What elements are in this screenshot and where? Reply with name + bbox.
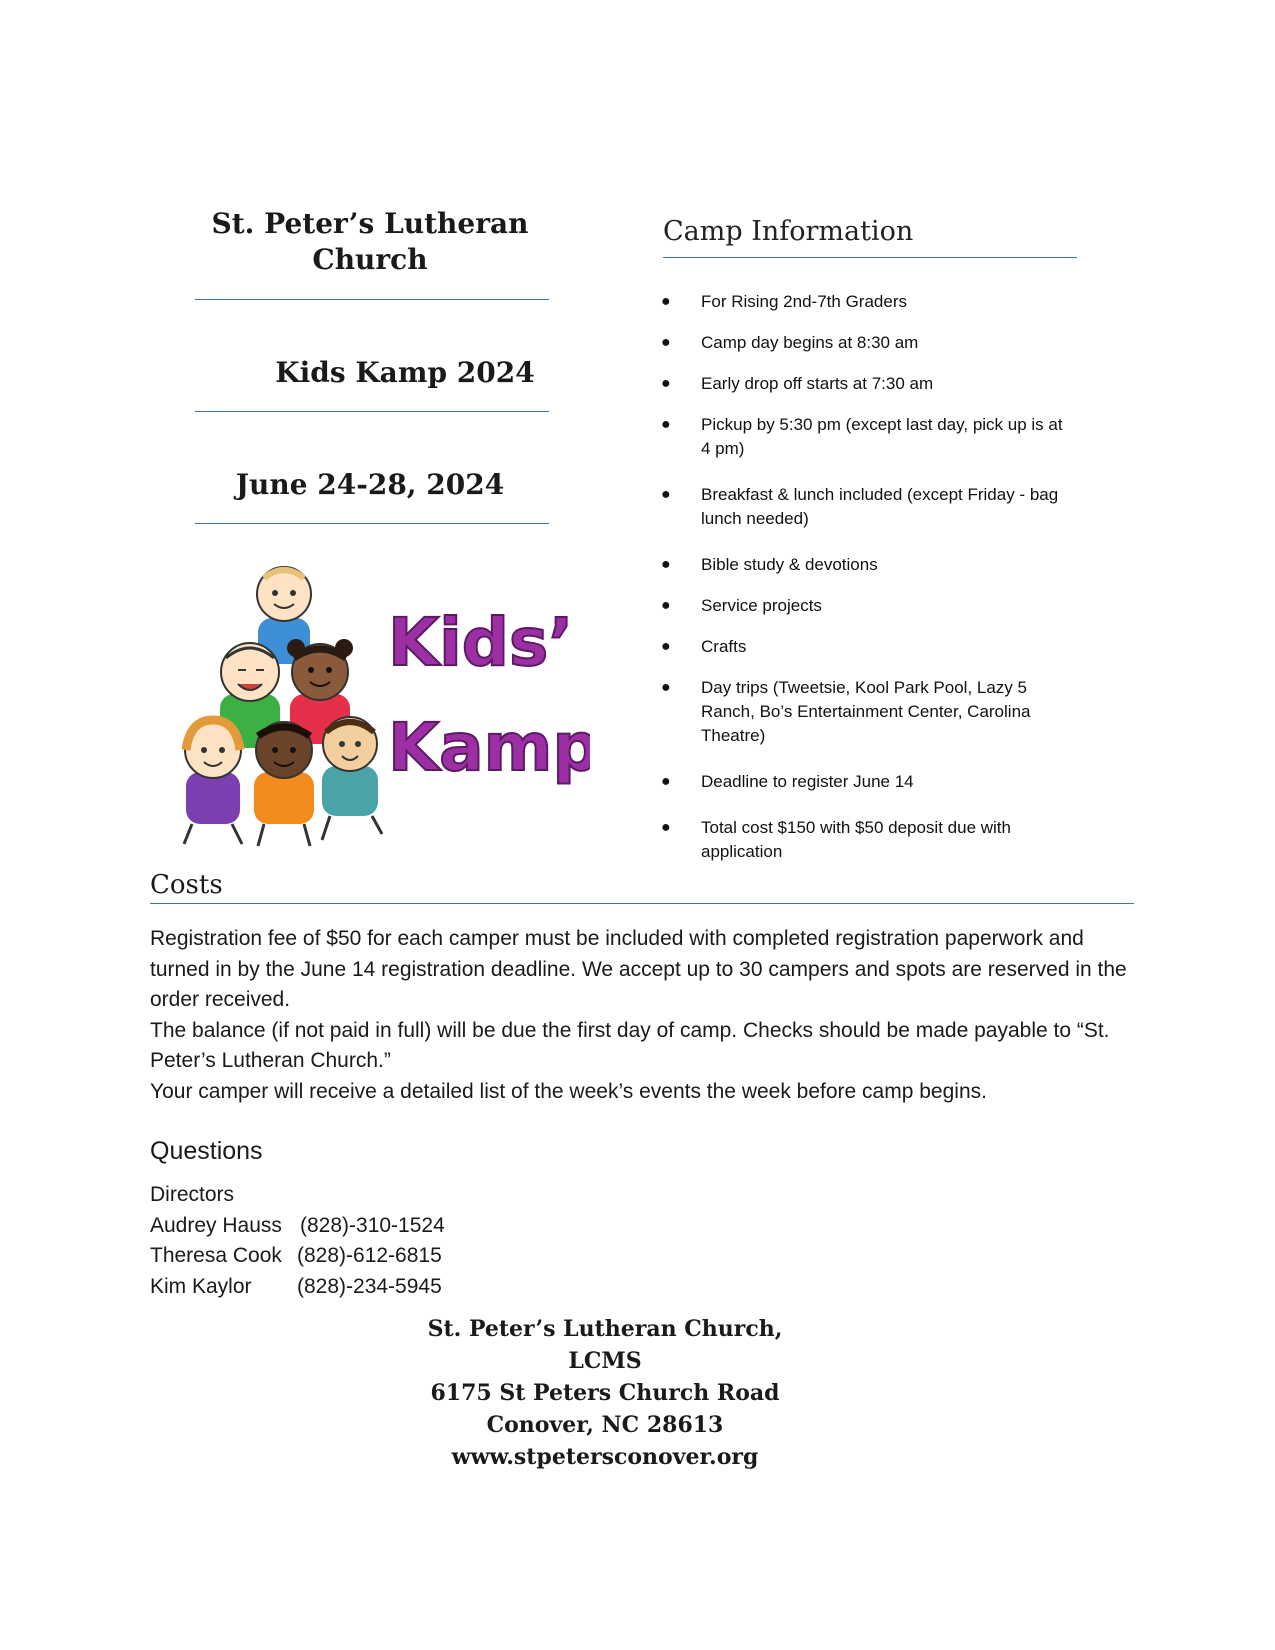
bullet-icon: ● — [661, 486, 671, 503]
list-item: ● Service projects — [655, 594, 1075, 618]
contact-name: Audrey Hauss — [150, 1213, 282, 1237]
logo-word-kamp: Kamp — [388, 709, 590, 786]
directors-label: Directors — [150, 1183, 235, 1206]
divider — [150, 903, 1134, 904]
kid-bottom-middle — [254, 722, 314, 846]
costs-paragraph: Your camper will receive a detailed list of the week’s events the week before camp begins. — [150, 1079, 987, 1103]
contact-row — [150, 1241, 445, 1272]
bullet-icon: ● — [661, 638, 671, 655]
church-title: St. Peter’s Lutheran Church — [211, 207, 529, 276]
bullet-icon: ● — [661, 819, 671, 836]
address-line: St. Peter’s Lutheran Church, — [427, 1316, 783, 1342]
list-item: ● Early drop off starts at 7:30 am — [655, 372, 1075, 396]
camp-info-heading: Camp Information — [663, 216, 914, 247]
contact-phone: (828)-612-6815 — [297, 1244, 442, 1267]
list-item: ● Day trips (Tweetsie, Kool Park Pool, Lazy 5 Ranch, Bo’s Entertainment Center, Carolina Theatre) — [661, 678, 1031, 745]
contact-phone: (828)-310-1524 — [300, 1213, 445, 1237]
event-title: Kids Kamp 2024 — [275, 356, 535, 389]
address-line: Conover, NC 28613 — [486, 1412, 724, 1438]
divider — [663, 257, 1077, 258]
list-item: ● Bible study & devotions — [655, 553, 1075, 577]
address-line: 6175 St Peters Church Road — [430, 1380, 780, 1406]
list-item: ● Total cost $150 with $50 deposit due with application — [661, 818, 1011, 861]
bullet-icon: ● — [661, 375, 671, 392]
contact-name: Kim Kaylor — [150, 1274, 252, 1298]
bullet-icon: ● — [661, 773, 671, 790]
list-item: ● Crafts — [655, 635, 1075, 659]
contact-row — [150, 1211, 445, 1242]
bullet-icon: ● — [661, 597, 671, 614]
questions-heading: Questions — [150, 1137, 263, 1165]
list-item: ● For Rising 2nd-7th Graders — [655, 290, 1075, 314]
kid-bottom-left — [184, 720, 242, 844]
church-address — [300, 1313, 910, 1473]
costs-paragraph: Registration fee of $50 for each camper must be included with completed registration paperwork and turned in by the June 14 registration deadline. We accept up to 30 campers and spots are reserved in the order received. — [150, 927, 1127, 1011]
divider — [195, 523, 549, 524]
list-item: ● Pickup by 5:30 pm (except last day, pick up is at 4 pm) — [661, 415, 1063, 458]
list-item: ● Camp day begins at 8:30 am — [655, 331, 1075, 355]
camp-info-list — [655, 290, 1075, 881]
contact-name: Theresa Cook — [150, 1244, 282, 1267]
divider — [195, 411, 549, 412]
list-item: ● Deadline to register June 14 — [655, 770, 1075, 794]
bullet-icon: ● — [661, 556, 671, 573]
address-line: LCMS — [568, 1348, 642, 1374]
costs-paragraph: The balance (if not paid in full) will be due the first day of camp. Checks should be made payable to “St. Peter’s Lutheran Church.” — [150, 1018, 1110, 1072]
costs-heading: Costs — [150, 870, 223, 900]
bullet-icon: ● — [661, 334, 671, 351]
contact-row — [150, 1272, 445, 1303]
divider — [195, 299, 549, 300]
kid-bottom-right — [322, 717, 382, 840]
event-dates: June 24-28, 2024 — [235, 468, 505, 501]
kids-illustration — [180, 560, 590, 860]
bullet-icon: ● — [661, 416, 671, 433]
kids-kamp-logo — [180, 560, 590, 860]
costs-body — [150, 924, 1140, 1107]
website-link[interactable]: www.stpetersconover.org — [451, 1444, 759, 1470]
contact-phone: (828)-234-5945 — [297, 1274, 442, 1298]
contacts-block — [150, 1180, 445, 1302]
list-item: ● Breakfast & lunch included (except Friday - bag lunch needed) — [661, 485, 1059, 528]
bullet-icon: ● — [661, 293, 671, 310]
bullet-icon: ● — [661, 679, 671, 696]
logo-word-kids: Kids’ — [388, 604, 574, 681]
